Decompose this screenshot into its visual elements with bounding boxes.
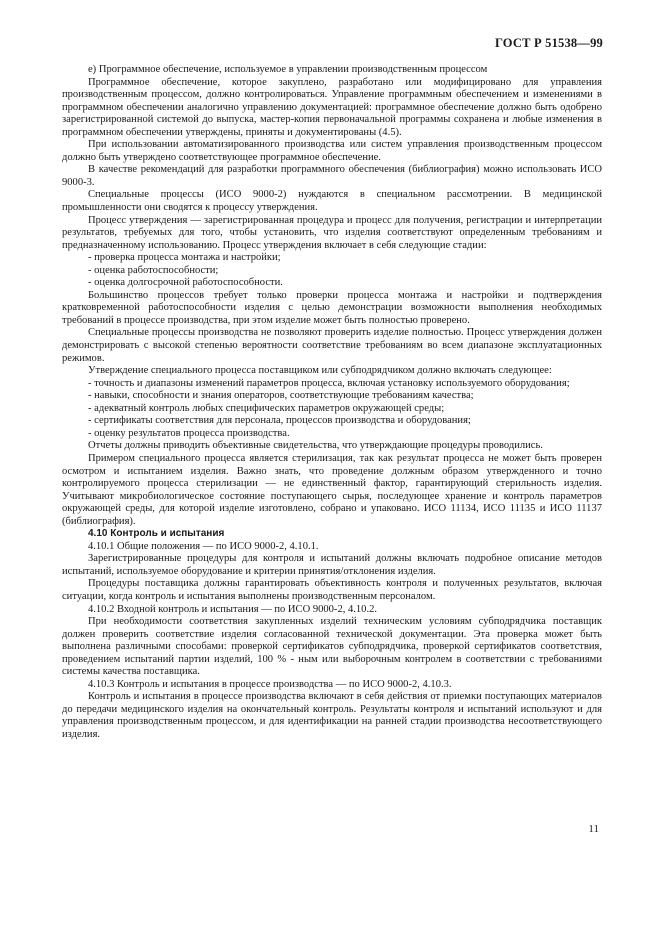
body-paragraph: 4.10.1 Общие положения — по ИСО 9000-2, 4.10.1. [88,540,319,552]
body-paragraph: Утверждение специального процесса поставщиком или субподрядчиком должно включать следующее: [88,365,552,377]
body-paragraph: Отчеты должны приводить объективные свидетельства, что утверждающие процедуры проводились. [88,440,543,452]
page-header-standard: ГОСТ Р 51538—99 [494,36,603,50]
body-paragraph: Контроль и испытания в процессе производства включают в себя действия от приемки поступающих материалов до передачи медицинского изделия на окончательный контроль. Результаты контроля и испытаний используют и для управления производственным процессом, и для идентификации на ранней стадии производства несоответствующего изделия. [62,691,602,740]
section-heading: 4.10 Контроль и испытания [88,528,225,540]
list-item: - сертификаты соответствия для персонала, процессов производства и оборудования; [88,415,471,427]
page-number: 11 [588,823,599,835]
body-paragraph: Большинство процессов требует только проверки процесса монтажа и настройки и подтверждения кратковременной работоспособности изделия с целью демонстрации возможности выполнения необходимых требований в процессе производства, при этом изделие может быть полностью проверено. [62,289,602,326]
body-paragraph: Зарегистрированные процедуры для контроля и испытаний должны включать подробное описание методов испытаний, используемое оборудование и критерии принятия/отклонения изделия. [62,553,602,577]
list-item: - оценка долгосрочной работоспособности. [88,277,283,289]
body-paragraph: В качестве рекомендаций для разработки программного обеспечения (библиография) можно использовать ИСО 9000-3. [62,164,602,188]
body-paragraph: Процедуры поставщика должны гарантировать объективность контроля и полученных результатов, включая ситуации, когда контроль и испытания выполнены производственным персоналом. [62,578,602,602]
list-item: - оценку результатов процесса производства. [88,427,290,439]
list-item: - оценка работоспособности; [88,264,219,276]
list-item: - проверка процесса монтажа и настройки; [88,252,281,264]
body-paragraph: Примером специального процесса является стерилизация, так как результат процесса не может быть проверен осмотром и испытанием изделия. Важно знать, что проведение должным образом утвержденного и точно контролируемого процесса стерилизации — не единственный фактор, гарантирующий стерильность изделия. Учитывают микробиологическое состояние поступающего сырья, последующее хранение и контроль параметров окружающей среды, для которой изделие изготовлено, собрано и упаковано. ИСО 11134, ИСО 11135 и ИСО 11137 (библиография). [62,452,602,527]
body-paragraph: Процесс утверждения — зарегистрированная процедура и процесс для получения, регистрации и интерпретации результатов, требуемых для того, чтобы установить, что изделия соответствуют определенным требованиям и предназначенному использованию. Процесс утверждения включает в себя следующие стадии: [62,214,602,251]
body-paragraph: При необходимости соответствия закупленных изделий техническим условиям субподрядчика поставщик должен проверить соответствие изделия согласованной технической документации. Эта проверка может быть выполнена различными способами: проверкой сертификатов субподрядчика, проверкой сертификатов соответствия, проведением испытаний партии изделий, 100 % - ным или выборочным контролем в соответствии с требованиями системы качества поставщика. [62,616,602,678]
list-item: - навыки, способности и знания операторов, соответствующие требованиям качества; [88,390,474,402]
body-paragraph: Специальные процессы производства не позволяют проверить изделие полностью. Процесс утверждения должен демонстрировать с высокой степенью вероятности соответствие требованиям во всем диапазоне эксплуатационных режимов. [62,327,602,364]
body-paragraph: Специальные процессы (ИСО 9000-2) нуждаются в специальном рассмотрении. В медицинской промышленности они сводятся к процессу утверждения. [62,189,602,214]
list-item: - адекватный контроль любых специфических параметров окружающей среды; [88,402,445,414]
body-paragraph: e) Программное обеспечение, используемое в управлении производственным процессом [88,64,488,75]
body-paragraph: 4.10.2 Входной контроль и испытания — по ИСО 9000-2, 4.10.2. [88,603,377,615]
list-item: - точность и диапазоны изменений параметров процесса, включая установку используемого оборудования; [88,377,570,389]
body-paragraph: Программное обеспечение, которое закуплено, разработано или модифицировано для управления производственным процессом, должно контролироваться. Управление программным обеспечением и изменениями в программном обеспечении аналогично управлению документацией: программное обеспечение должно быть одобрено зарегистрированной системой до выпуска, мастер-копия первоначальной программы сохранена и любые изменения в программном обеспечении утверждены, приняты и документированы (4.5). [62,76,602,138]
body-paragraph: 4.10.3 Контроль и испытания в процессе производства — по ИСО 9000-2, 4.10.3. [88,678,452,690]
document-body [62,64,602,742]
body-paragraph: При использовании автоматизированного производства или систем управления производственным процессом должно быть утверждено соответствующее программное обеспечение. [62,139,602,163]
